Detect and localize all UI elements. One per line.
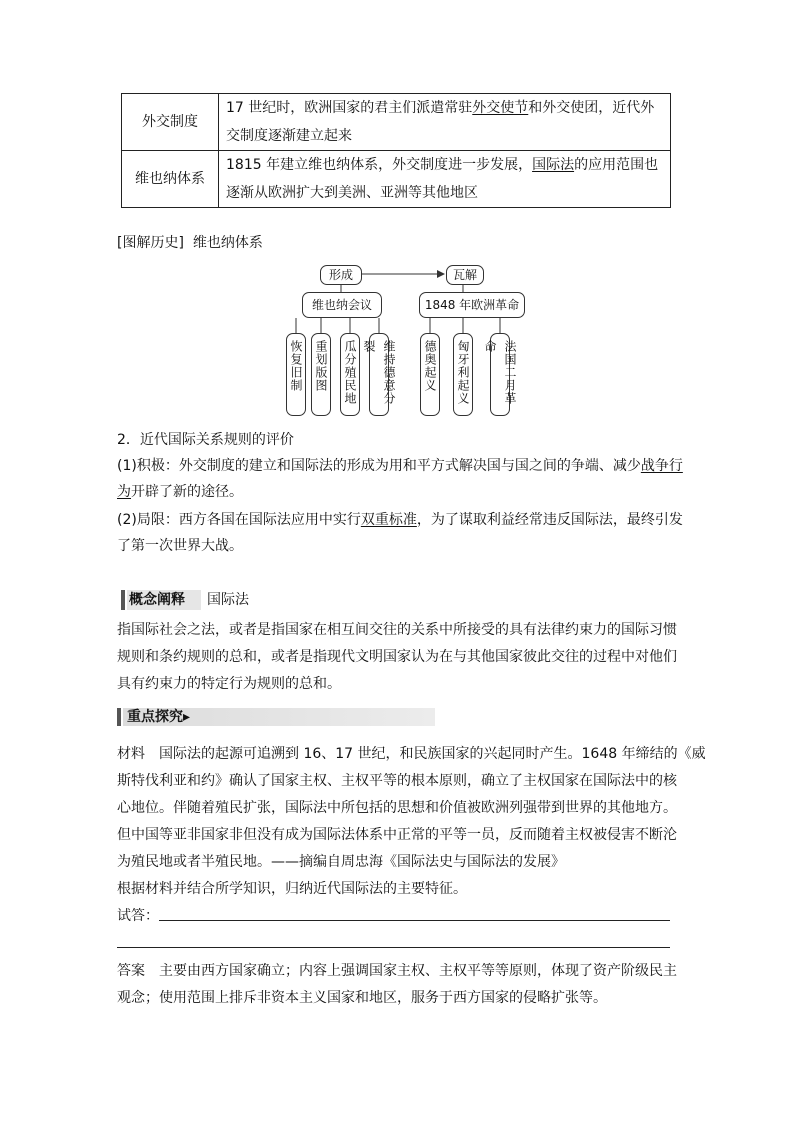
- material-line: 斯特伐利亚和约》确认了国家主权、主权平等的根本原则，确立了主权国家在国际法中的核: [117, 773, 677, 789]
- diagram-title: 维也纳体系: [192, 235, 263, 251]
- concept-line: 具有约束力的特定行为规则的总和。: [117, 676, 341, 692]
- material-line: 材料 国际法的起源可追溯到 16、17 世纪，和民族国家的兴起同时产生。1648 年缔结的《威: [117, 746, 706, 762]
- question: 根据材料并结合所学知识，归纳近代国际法的主要特征。: [117, 881, 467, 897]
- row-key: 外交制度: [122, 94, 219, 151]
- material-line: 为殖民地或者半殖民地。——摘编自周忠海《国际法史与国际法的发展》: [117, 854, 565, 870]
- answer-prompt: 试答：: [117, 908, 159, 924]
- diagram-tag: [图解历史]: [117, 235, 184, 251]
- node-french-february-revolution: 法国二月革命: [490, 333, 510, 416]
- underlined-term: 外交使节: [472, 100, 529, 116]
- answer-text: 答案 主要由西方国家确立；内容上强调国家主权、主权平等等原则，体现了资产阶级民主: [117, 963, 677, 979]
- material-line: 心地位。伴随着殖民扩张，国际法中所包括的思想和价值被欧洲列强带到世界的其他地方。: [117, 800, 677, 816]
- row-text: 17 世纪时，欧洲国家的君主们派遣常驻外交使节和外交使团，近代外交制度逐渐建立起来: [219, 94, 671, 151]
- node-keep-divided: 维持德意分裂: [369, 333, 389, 416]
- node-1848-revolution: 1848 年欧洲革命: [419, 292, 525, 318]
- underlined-term: 双重标准: [360, 512, 417, 528]
- node-redraw-map: 重划版图: [311, 333, 331, 416]
- underlined-term: 战争行: [640, 458, 683, 474]
- row-key: 维也纳体系: [122, 151, 219, 208]
- evaluation-p2-line1: (2)局限：西方各国在国际法应用中实行双重标准，为了谋取利益经常违反国际法，最终引发: [117, 512, 683, 528]
- row-text: 1815 年建立维也纳体系，外交制度进一步发展，国际法的应用范围也逐渐从欧洲扩大到美洲、亚洲等其他地区: [219, 151, 671, 208]
- node-hungarian-uprising: 匈牙利起义: [453, 333, 473, 416]
- answer-line[interactable]: [117, 947, 670, 948]
- underlined-term: 为: [117, 484, 131, 500]
- node-collapse: 瓦解: [446, 265, 484, 285]
- node-formation: 形成: [320, 265, 362, 285]
- evaluation-p1-line2: 为开辟了新的途径。: [117, 484, 243, 500]
- concept-title: 国际法: [207, 592, 249, 608]
- node-divide-colonies: 瓜分殖民地: [340, 333, 360, 416]
- material-line: 但中国等亚非国家非但没有成为国际法体系中正常的平等一员，反而随着主权被侵害不断沦: [117, 827, 677, 843]
- concept-tag: 概念阐释: [127, 590, 201, 610]
- focus-tag: 重点探究▸: [127, 709, 191, 725]
- node-restore-old-system: 恢复旧制: [286, 333, 306, 416]
- evaluation-title: 2．近代国际关系规则的评价: [117, 432, 294, 448]
- node-german-austrian-uprising: 德奥起义: [420, 333, 440, 416]
- answer-line[interactable]: [159, 920, 670, 921]
- concept-tag-bar: [121, 590, 125, 610]
- evaluation-p1-line1: (1)积极：外交制度的建立和国际法的形成为用和平方式解决国与国之间的争端、减少战争行: [117, 458, 683, 474]
- answer-text: 观念；使用范围上排斥非资本主义国家和地区，服务于西方国家的侵略扩张等。: [117, 990, 607, 1006]
- evaluation-p2-line2: 了第一次世界大战。: [117, 538, 243, 554]
- concept-line: 规则和条约规则的总和，或者是指现代文明国家认为在与其他国家彼此交往的过程中对他们: [117, 649, 677, 665]
- node-vienna-congress: 维也纳会议: [302, 292, 382, 318]
- focus-tag-bar: [117, 708, 121, 726]
- underlined-term: 国际法: [532, 157, 575, 173]
- concept-line: 指国际社会之法，或者是指国家在相互间交往的关系中所接受的具有法律约束力的国际习惯: [117, 622, 677, 638]
